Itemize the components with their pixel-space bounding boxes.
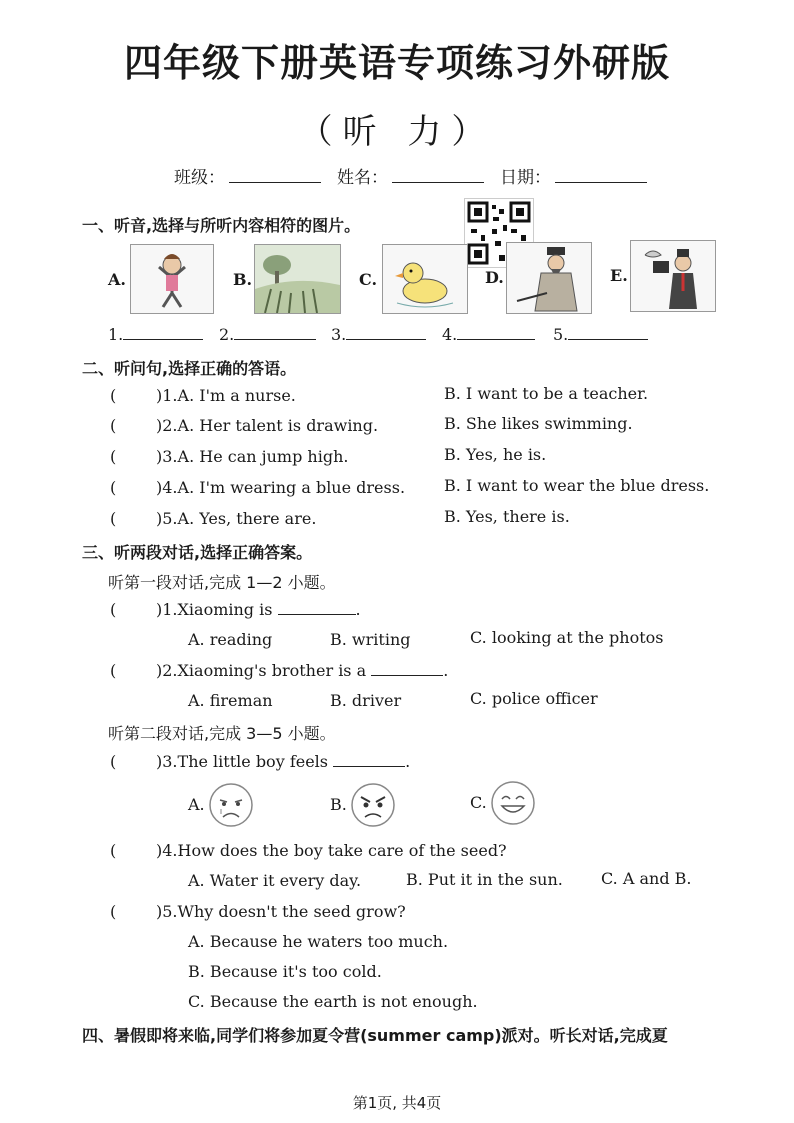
angry-face-icon bbox=[350, 782, 396, 832]
s3-q5-b: B. Because it's too cold. bbox=[188, 962, 382, 981]
s2-q5-b: B. Yes, there is. bbox=[444, 507, 570, 526]
s3-q2-c: C. police officer bbox=[470, 689, 598, 708]
s2-q2-text: )2.A. Her talent is drawing. bbox=[156, 416, 379, 435]
sad-face-icon bbox=[208, 782, 254, 832]
name-label: 姓名： bbox=[337, 163, 484, 188]
answer-1[interactable]: 1. bbox=[108, 325, 203, 344]
section4-heading: 四、暑假即将来临,同学们将参加夏令营(summer camp)派对。听长对话,完成夏 bbox=[82, 1026, 668, 1045]
section2-heading: 二、听问句,选择正确的答语。 bbox=[82, 359, 297, 378]
class-blank bbox=[229, 165, 321, 183]
s3-q3-b: B. bbox=[330, 795, 347, 814]
s3-q1-b: B. writing bbox=[330, 630, 411, 649]
s3-q2-a: A. fireman bbox=[188, 691, 273, 710]
s2-q2-b: B. She likes swimming. bbox=[444, 414, 633, 433]
student-info bbox=[174, 163, 647, 188]
option-d-label: D. bbox=[485, 268, 504, 287]
duck-picture bbox=[382, 244, 468, 314]
s3-q2-text: )2.Xiaoming's brother is a . bbox=[156, 661, 449, 680]
s2-q1-b: B. I want to be a teacher. bbox=[444, 384, 649, 403]
s2-q4-text: )4.A. I'm wearing a blue dress. bbox=[156, 478, 406, 497]
s3-q4-c: C. A and B. bbox=[601, 869, 692, 888]
answer-5[interactable]: 5. bbox=[553, 325, 648, 344]
s3-q3-a: A. bbox=[188, 795, 205, 814]
class-label: 班级： bbox=[174, 163, 321, 188]
s3-q5-text: )5.Why doesn't the seed grow? bbox=[156, 902, 406, 921]
paren-open[interactable]: ( bbox=[110, 752, 117, 771]
s2-q3-text: )3.A. He can jump high. bbox=[156, 447, 349, 466]
s3-q4-a: A. Water it every day. bbox=[188, 871, 362, 890]
s3-q1-a: A. reading bbox=[188, 630, 273, 649]
s3-q2-b: B. driver bbox=[330, 691, 402, 710]
girl-jumping-picture bbox=[130, 244, 214, 314]
answer-4[interactable]: 4. bbox=[442, 325, 535, 344]
s3-q4-text: )4.How does the boy take care of the seed? bbox=[156, 841, 507, 860]
s2-q1-text: )1.A. I'm a nurse. bbox=[156, 386, 296, 405]
happy-face-icon bbox=[490, 780, 536, 830]
paren-open[interactable]: ( bbox=[110, 902, 117, 921]
part2-instruction: 听第二段对话,完成 3—5 小题。 bbox=[108, 724, 336, 743]
section3-heading: 三、听两段对话,选择正确答案。 bbox=[82, 543, 313, 562]
paren-open[interactable]: ( bbox=[110, 478, 117, 497]
s3-q1-c: C. looking at the photos bbox=[470, 628, 664, 647]
paren-open[interactable]: ( bbox=[110, 447, 117, 466]
s2-q5-text: )5.A. Yes, there are. bbox=[156, 509, 317, 528]
paren-open[interactable]: ( bbox=[110, 661, 117, 680]
date-blank bbox=[555, 165, 647, 183]
s2-q3-b: B. Yes, he is. bbox=[444, 445, 547, 464]
s2-q4-b: B. I want to wear the blue dress. bbox=[444, 476, 710, 495]
option-a-label: A. bbox=[108, 270, 126, 289]
option-e-label: E. bbox=[610, 266, 628, 285]
date-label: 日期： bbox=[500, 163, 647, 188]
section1-heading: 一、听音,选择与所听内容相符的图片。 bbox=[82, 216, 361, 235]
s3-q4-b: B. Put it in the sun. bbox=[406, 870, 563, 889]
paren-open[interactable]: ( bbox=[110, 386, 117, 405]
option-b-label: B. bbox=[233, 270, 253, 289]
paren-open[interactable]: ( bbox=[110, 600, 117, 619]
s3-q1-text: )1.Xiaoming is . bbox=[156, 600, 361, 619]
field-picture bbox=[254, 244, 341, 314]
part1-instruction: 听第一段对话,完成 1—2 小题。 bbox=[108, 573, 336, 592]
answer-2[interactable]: 2. bbox=[219, 325, 316, 344]
answer-3[interactable]: 3. bbox=[331, 325, 426, 344]
option-c-label: C. bbox=[359, 270, 378, 289]
page-footer: 第1页, 共4页 bbox=[352, 1094, 442, 1112]
man-writing-picture bbox=[506, 242, 592, 314]
name-blank bbox=[392, 165, 484, 183]
page-subtitle: （听 力） bbox=[298, 112, 496, 152]
page-title: 四年级下册英语专项练习外研版 bbox=[123, 41, 670, 85]
s3-q5-a: A. Because he waters too much. bbox=[188, 932, 449, 951]
s3-q3-text: )3.The little boy feels . bbox=[156, 752, 411, 771]
magician-picture bbox=[630, 240, 716, 312]
paren-open[interactable]: ( bbox=[110, 416, 117, 435]
s3-q5-c: C. Because the earth is not enough. bbox=[188, 992, 478, 1011]
paren-open[interactable]: ( bbox=[110, 841, 117, 860]
s3-q3-c: C. bbox=[470, 793, 487, 812]
paren-open[interactable]: ( bbox=[110, 509, 117, 528]
